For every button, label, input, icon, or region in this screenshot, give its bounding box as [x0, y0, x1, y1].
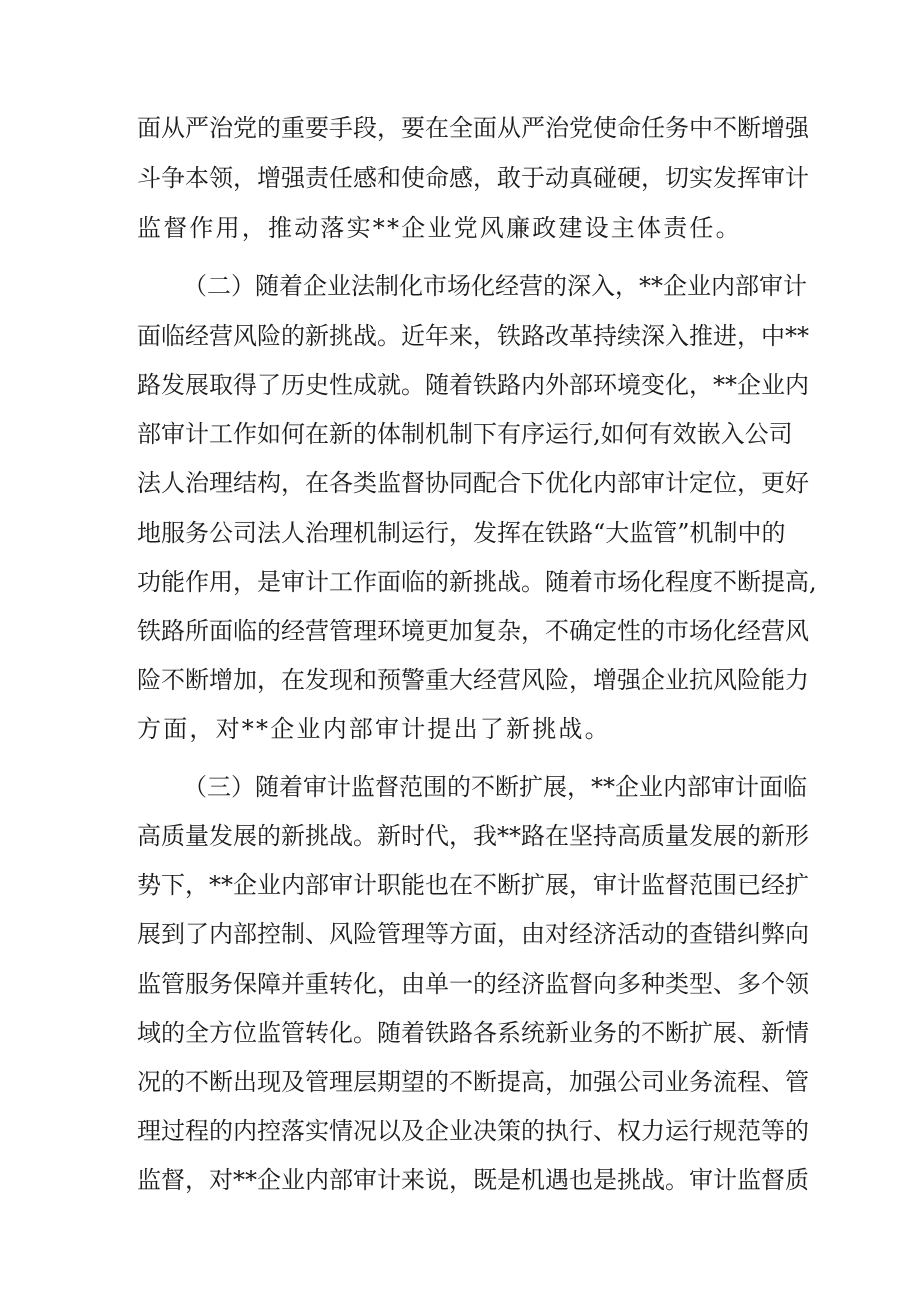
text-line: 法人治理结构，在各类监督协同配合下优化内部审计定位，更好 [137, 469, 809, 497]
text-line: 势下，**企业内部审计职能也在不断扩展，审计监督范围已经扩 [137, 871, 809, 899]
text-line: 监督，对**企业内部审计来说，既是机遇也是挑战。审计监督质 [137, 1166, 809, 1194]
text-line: 险不断增加，在发现和预警重大经营风险，增强企业抗风险能力 [137, 666, 809, 694]
text-line: 高质量发展的新挑战。新时代，我**路在坚持高质量发展的新形 [137, 822, 809, 850]
text-line: 面临经营风险的新挑战。近年来，铁路改革持续深入推进，中** [137, 322, 809, 350]
text-line: 理过程的内控落实情况以及企业决策的执行、权力运行规范等的 [137, 1117, 809, 1145]
text-line: 方面，对**企业内部审计提出了新挑战。 [137, 715, 611, 743]
text-line: 斗争本领，增强责任感和使命感，敢于动真碰硬，切实发挥审计 [137, 164, 809, 192]
text-line: 面从严治党的重要手段，要在全面从严治党使命任务中不断增强 [137, 114, 809, 142]
text-line: 监督作用，推动落实**企业党风廉政建设主体责任。 [137, 214, 742, 242]
text-line: 部审计工作如何在新的体制机制下有序运行,如何有效嵌入公司 [137, 420, 793, 448]
text-line: 展到了内部控制、风险管理等方面，由对经济活动的查错纠弊向 [137, 920, 809, 948]
section-heading-line: （三）随着审计监督范围的不断扩展，**企业内部审计面临 [183, 773, 807, 801]
text-line: 功能作用，是审计工作面临的新挑战。随着市场化程度不断提高, [137, 568, 817, 596]
text-line: 况的不断出现及管理层期望的不断提高，加强公司业务流程、管 [137, 1068, 809, 1096]
text-line: 地服务公司法人治理机制运行，发挥在铁路“大监管”机制中的 [137, 519, 786, 547]
text-line: 监管服务保障并重转化，由单一的经济监督向多种类型、多个领 [137, 970, 809, 998]
text-line: 域的全方位监管转化。随着铁路各系统新业务的不断扩展、新情 [137, 1019, 809, 1047]
section-heading-line: （二）随着企业法制化市场化经营的深入，**企业内部审计 [183, 272, 807, 300]
text-line: 铁路所面临的经营管理环境更加复杂，不确定性的市场化经营风 [137, 617, 809, 645]
text-line: 路发展取得了历史性成就。随着铁路内外部环境变化，**企业内 [137, 371, 809, 399]
